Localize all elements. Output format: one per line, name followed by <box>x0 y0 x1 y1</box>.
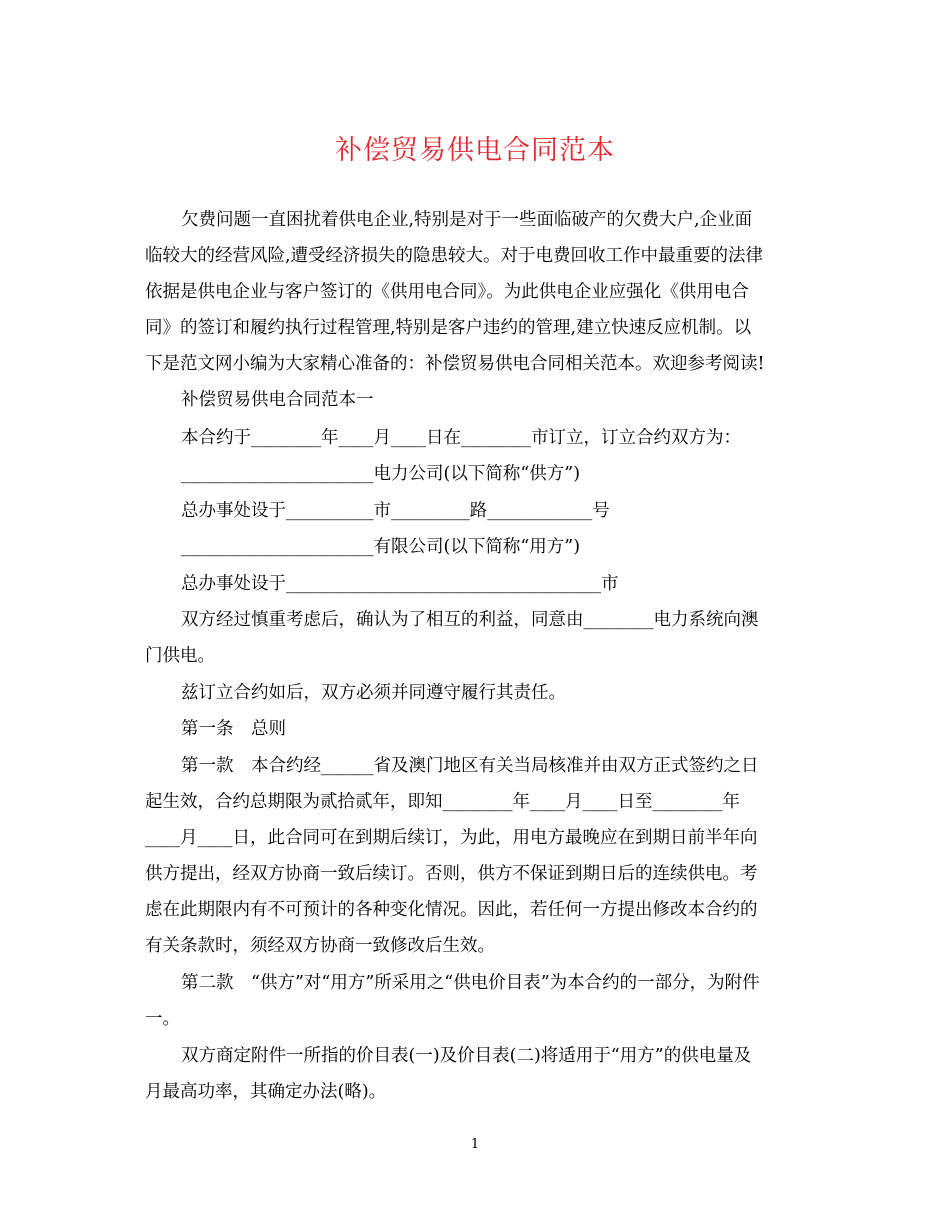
paragraph-line: 下是范文网小编为大家精心准备的：补偿贸易供电合同相关范本。欢迎参考阅读! <box>145 354 765 374</box>
paragraph-line: 总办事处设于____________________________________市 <box>181 574 619 594</box>
paragraph-line: ____月____日，此合同可在到期后续订，为此，用电方最晚应在到期日前半年向 <box>145 828 758 848</box>
page-number: 1 <box>470 1137 480 1152</box>
paragraph-line: 起生效，合约总期限为贰拾贰年，即知________年____月____日至________年 <box>145 792 740 812</box>
paragraph-line: 依据是供电企业与客户签订的《供用电合同》。为此供电企业应强化《供用电合 <box>145 282 749 302</box>
paragraph-line: 供方提出，经双方协商一致后续订。否则，供方不保证到期日后的连续供电。考 <box>145 864 758 884</box>
article-heading: 第一条 总则 <box>181 719 286 739</box>
paragraph-line: 门供电。 <box>145 646 215 666</box>
paragraph-line: 有关条款时，须经双方协商一致修改后生效。 <box>145 936 495 956</box>
document-title: 补偿贸易供电合同范本 <box>335 135 615 166</box>
paragraph-line: 双方经过慎重考虑后，确认为了相互的利益，同意由________电力系统向澳 <box>181 610 759 630</box>
paragraph-line: 第二款 “供方”对“用方”所采用之“供电价目表”为本合约的一部分，为附件 <box>181 973 760 993</box>
paragraph-line: 临较大的经营风险,遭受经济损失的隐患较大。对于电费回收工作中最重要的法律 <box>145 246 764 266</box>
paragraph-line: 虑在此期限内有不可预计的各种变化情况。因此，若任何一方提出修改本合约的 <box>145 900 758 920</box>
paragraph-line: 欠费问题一直困扰着供电企业,特别是对于一些面临破产的欠费大户,企业面 <box>181 210 753 230</box>
paragraph-line: ______________________有限公司(以下简称“用方”) <box>181 537 581 557</box>
section-heading: 补偿贸易供电合同范本一 <box>181 390 374 410</box>
paragraph-line: 第一款 本合约经______省及澳门地区有关当局核准并由双方正式签约之日 <box>181 756 759 776</box>
paragraph-line: 总办事处设于__________市_________路____________号 <box>181 501 610 521</box>
paragraph-line: 兹订立合约如后，双方必须并同遵守履行其责任。 <box>181 683 566 703</box>
paragraph-line: ______________________电力公司(以下简称“供方”) <box>181 464 581 484</box>
paragraph-line: 双方商定附件一所指的价目表(一)及价目表(二)将适用于“用方”的供电量及 <box>181 1046 752 1066</box>
paragraph-line: 同》的签订和履约执行过程管理,特别是客户违约的管理,建立快速反应机制。以 <box>145 318 752 338</box>
paragraph-line: 一。 <box>145 1009 180 1029</box>
paragraph-line: 月最高功率，其确定办法(略)。 <box>145 1082 387 1102</box>
paragraph-line: 本合约于________年____月____日在________市订立，订立合约双方为： <box>181 428 741 448</box>
